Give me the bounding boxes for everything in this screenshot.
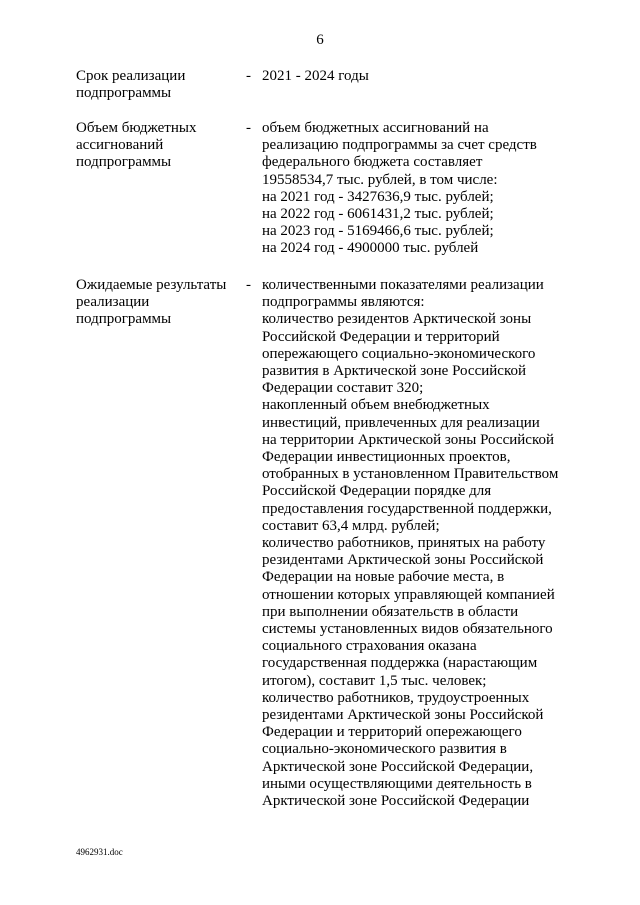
row-label (76, 120, 236, 172)
value-line: на территории Арктической зоны Российской (262, 431, 554, 448)
value-line: количество работников, принятых на работу (262, 535, 546, 552)
row-label (76, 277, 236, 329)
label-line: Объем бюджетных (76, 120, 197, 136)
value-line: количество резидентов Арктической зоны (262, 311, 532, 328)
value-line: на 2021 год - 3427636,9 тыс. рублей; (262, 188, 494, 205)
label-line: подпрограммы (76, 311, 172, 328)
value-line: на 2023 год - 5169466,6 тыс. рублей; (262, 223, 494, 240)
row-dash: - (246, 277, 251, 293)
label-line: подпрограммы (76, 85, 172, 102)
value-line: отобранных в установленном Правительством (262, 466, 559, 483)
value-line: федерального бюджета составляет (262, 154, 483, 171)
page-number: 6 (316, 32, 324, 48)
value-line: подпрограммы являются: (262, 294, 425, 311)
label-line: Ожидаемые результаты (76, 277, 227, 293)
row-value (262, 68, 567, 85)
value-line: Российской Федерации и территорий (262, 328, 500, 345)
value-line: резидентами Арктической зоны Российской (262, 552, 544, 569)
value-line: Федерации составит 320; (262, 380, 424, 397)
value-line: резидентами Арктической зоны Российской (262, 707, 544, 724)
value-line: реализацию подпрограммы за счет средств (262, 137, 537, 154)
value-line: количественными показателями реализации (262, 277, 544, 293)
value-line: на 2022 год - 6061431,2 тыс. рублей; (262, 206, 494, 223)
row-value (262, 277, 567, 810)
label-line: реализации (76, 294, 150, 311)
value-line: количество работников, трудоустроенных (262, 689, 530, 706)
label-line: Срок реализации (76, 68, 186, 84)
value-line: 2021 - 2024 годы (262, 68, 369, 84)
value-line: отношении которых управляющей компанией (262, 586, 555, 603)
value-line: Федерации и территорий опережающего (262, 724, 522, 741)
value-line: итогом), составит 1,5 тыс. человек; (262, 672, 487, 689)
value-line: предоставления государственной поддержки, (262, 500, 552, 517)
value-line: Арктической зоне Российской Федерации, (262, 758, 534, 775)
value-line: Российской Федерации порядке для (262, 483, 492, 500)
row-value (262, 120, 567, 258)
value-line: социально-экономического развития в (262, 741, 507, 758)
value-line: Федерации инвестиционных проектов, (262, 449, 511, 466)
label-line: подпрограммы (76, 154, 172, 171)
document-filename: 4962931.doc (76, 847, 123, 857)
value-line: на 2024 год - 4900000 тыс. рублей (262, 240, 479, 257)
value-line: системы установленных видов обязательного (262, 621, 553, 638)
row-label (76, 68, 236, 102)
value-line: государственная поддержка (нарастающим (262, 655, 538, 672)
value-line: Федерации на новые рабочие места, в (262, 569, 505, 586)
row-dash: - (246, 120, 251, 136)
value-line: инвестиций, привлеченных для реализации (262, 414, 540, 431)
value-line: составит 63,4 млрд. рублей; (262, 517, 440, 534)
value-line: иными осуществляющими деятельность в (262, 775, 532, 792)
value-line: при выполнении обязательств в области (262, 603, 519, 620)
value-line: опережающего социально-экономического (262, 345, 536, 362)
value-line: 19558534,7 тыс. рублей, в том числе: (262, 171, 498, 188)
value-line: накопленный объем внебюджетных (262, 397, 490, 414)
row-dash: - (246, 68, 251, 84)
value-line: социального страхования оказана (262, 638, 477, 655)
label-line: ассигнований (76, 137, 164, 154)
value-line: развития в Арктической зоне Российской (262, 363, 526, 380)
value-line: Арктической зоне Российской Федерации (262, 793, 530, 810)
value-line: объем бюджетных ассигнований на (262, 120, 489, 136)
